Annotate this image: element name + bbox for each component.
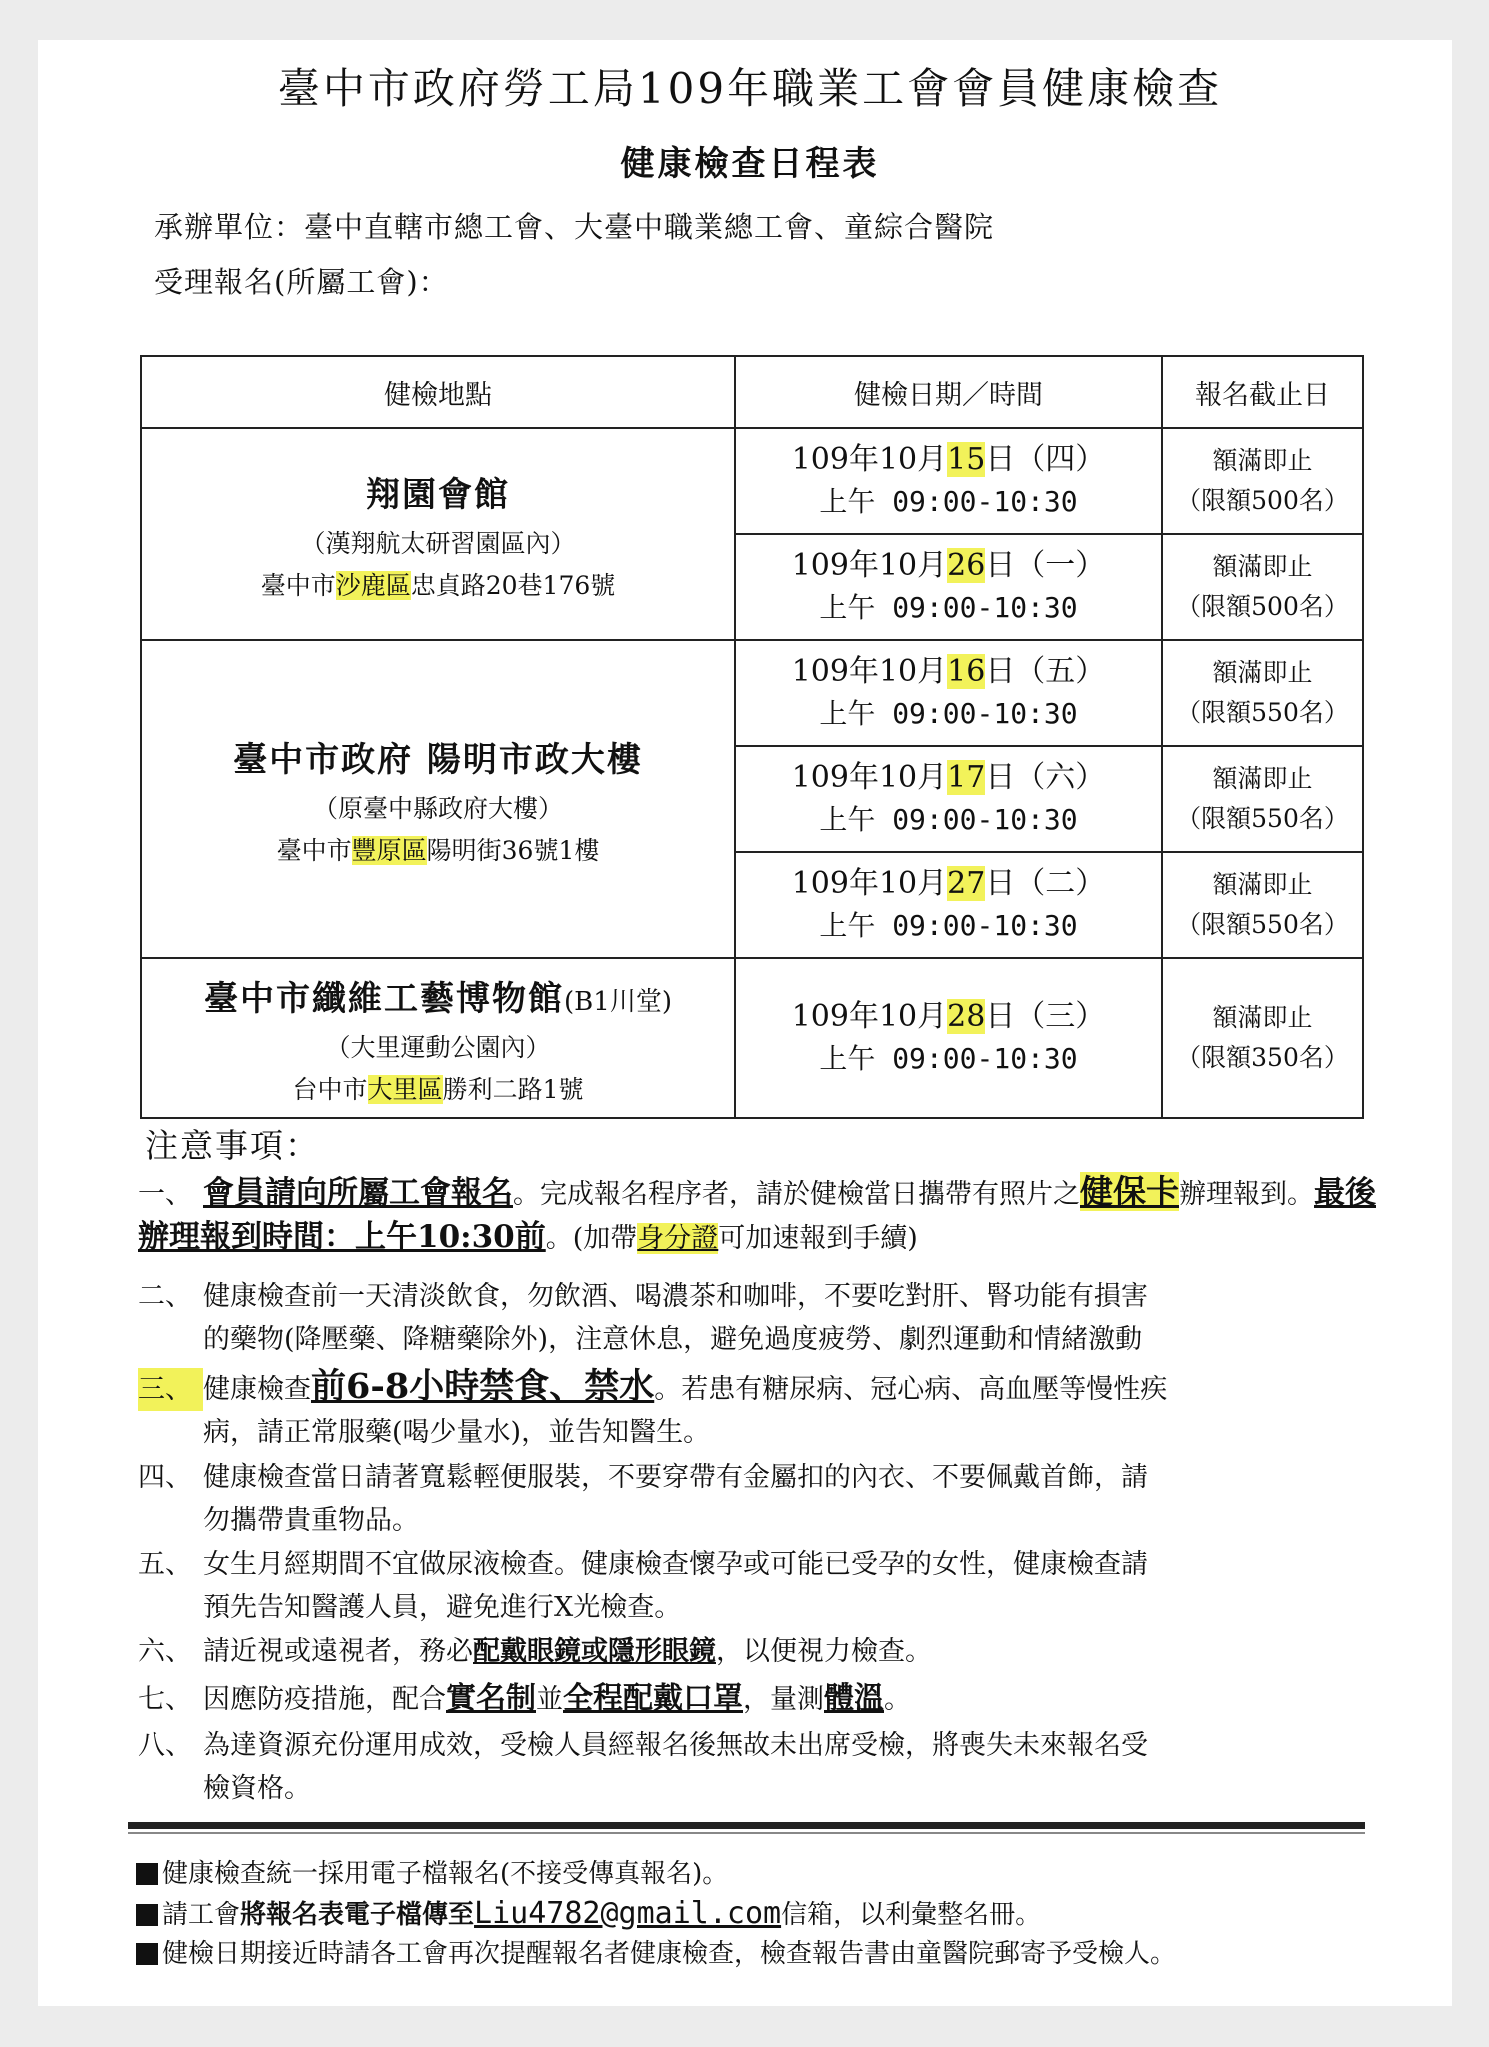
session-deadline: 額滿即止 （限額550名） — [1162, 746, 1363, 852]
venue-sub: （漢翔航太研習園區內） — [300, 528, 576, 558]
registration-line: 受理報名(所屬工會)： — [154, 265, 449, 299]
page-subtitle: 健康檢查日程表 — [620, 144, 880, 184]
venue-sub: （原臺中縣政府大樓） — [312, 793, 563, 823]
square-bullet-icon — [136, 1904, 158, 1926]
table-row — [141, 428, 1363, 534]
venue-name: 翔園會館 — [366, 474, 510, 515]
table-row — [141, 958, 1363, 1118]
session-date: 109年10月27日（二） 上午 09:00-10:30 — [735, 852, 1162, 958]
session-deadline: 額滿即止 （限額500名） — [1162, 428, 1363, 534]
venue-sub: （大里運動公園內） — [325, 1032, 551, 1062]
session-deadline: 額滿即止 （限額550名） — [1162, 640, 1363, 746]
session-deadline: 額滿即止 （限額500名） — [1162, 534, 1363, 640]
note-item-5: 五、 女生月經期間不宜做尿液檢查。健康檢查懷孕或可能已受孕的女性，健康檢查請 預先告知醫護人員，避免進行X光檢查。 — [138, 1549, 1148, 1623]
divider — [128, 1832, 1365, 1834]
venue-address: 臺中市沙鹿區忠貞路20巷176號 — [260, 570, 616, 600]
venue-name: 臺中市纖維工藝博物館(B1川堂) — [204, 978, 672, 1019]
note-item-4: 四、 健康檢查當日請著寬鬆輕便服裝，不要穿帶有金屬扣的內衣、不要佩戴首飾，請 勿攜帶貴重物品。 — [138, 1462, 1148, 1536]
footer-line-2: 請工會將報名表電子檔傳至Liu4782@gmail.com信箱，以利彙整名冊。 — [136, 1896, 1041, 1933]
venue-cell — [141, 640, 735, 958]
session-date: 109年10月26日（一） 上午 09:00-10:30 — [735, 534, 1162, 640]
notes-title: 注意事項： — [145, 1126, 320, 1165]
header-deadline: 報名截止日 — [1162, 356, 1363, 428]
note-item-7: 七、 因應防疫措施，配合實名制並全程配戴口罩，量測體溫。 — [138, 1681, 911, 1716]
table-row — [141, 640, 1363, 746]
schedule-table — [140, 355, 1364, 1119]
session-date: 109年10月28日（三） 上午 09:00-10:30 — [735, 958, 1162, 1118]
page-title: 臺中市政府勞工局109年職業工會會員健康檢查 — [277, 64, 1223, 113]
header-date: 健檢日期／時間 — [735, 356, 1162, 428]
note-item-1: 一、 會員請向所屬工會報名。完成報名程序者，請於健檢當日攜帶有照片之健保卡辦理報到。最後辦理報到時間：上午10:30前。(加帶身分證可加速報到手續) — [138, 1172, 1376, 1255]
table-header-row — [141, 356, 1363, 428]
square-bullet-icon — [136, 1943, 158, 1965]
square-bullet-icon — [136, 1863, 158, 1885]
venue-cell — [141, 428, 735, 640]
note-item-2: 二、 健康檢查前一天清淡飲食，勿飲酒、喝濃茶和咖啡，不要吃對肝、腎功能有損害 的藥物(降壓藥、降糖藥除外)，注意休息，避免過度疲勞、劇烈運動和情緒激動 — [138, 1281, 1148, 1355]
venue-address: 臺中市豐原區陽明街36號1樓 — [276, 835, 600, 865]
note-item-8: 八、 為達資源充份運用成效，受檢人員經報名後無故未出席受檢，將喪失未來報名受 檢資格。 — [138, 1730, 1148, 1804]
venue-address: 台中市大里區勝利二路1號 — [292, 1074, 584, 1104]
footer-line-1: 健康檢查統一採用電子檔報名(不接受傳真報名)。 — [136, 1856, 728, 1892]
divider — [128, 1822, 1365, 1829]
venue-name: 臺中市政府 陽明市政大樓 — [233, 739, 643, 780]
organizers-line: 承辦單位：臺中直轄市總工會、大臺中職業總工會、童綜合醫院 — [154, 210, 995, 244]
venue-cell — [141, 958, 735, 1118]
session-deadline: 額滿即止 （限額550名） — [1162, 852, 1363, 958]
footer-line-3: 健檢日期接近時請各工會再次提醒報名者健康檢查，檢查報告書由童醫院郵寄予受檢人。 — [136, 1936, 1176, 1972]
session-date: 109年10月15日（四） 上午 09:00-10:30 — [735, 428, 1162, 534]
note-item-6: 六、 請近視或遠視者，務必配戴眼鏡或隱形眼鏡，以便視力檢查。 — [138, 1636, 932, 1667]
session-date: 109年10月17日（六） 上午 09:00-10:30 — [735, 746, 1162, 852]
session-date: 109年10月16日（五） 上午 09:00-10:30 — [735, 640, 1162, 746]
note-item-3: 三、 健康檢查前6-8小時禁食、禁水。若患有糖尿病、冠心病、高血壓等慢性疾 病，請正常服藥(喝少量水)，並告知醫生。 — [138, 1366, 1168, 1448]
email-link[interactable]: Liu4782@gmail.com — [474, 1896, 782, 1931]
header-venue: 健檢地點 — [141, 356, 735, 428]
session-deadline: 額滿即止 （限額350名） — [1162, 958, 1363, 1118]
